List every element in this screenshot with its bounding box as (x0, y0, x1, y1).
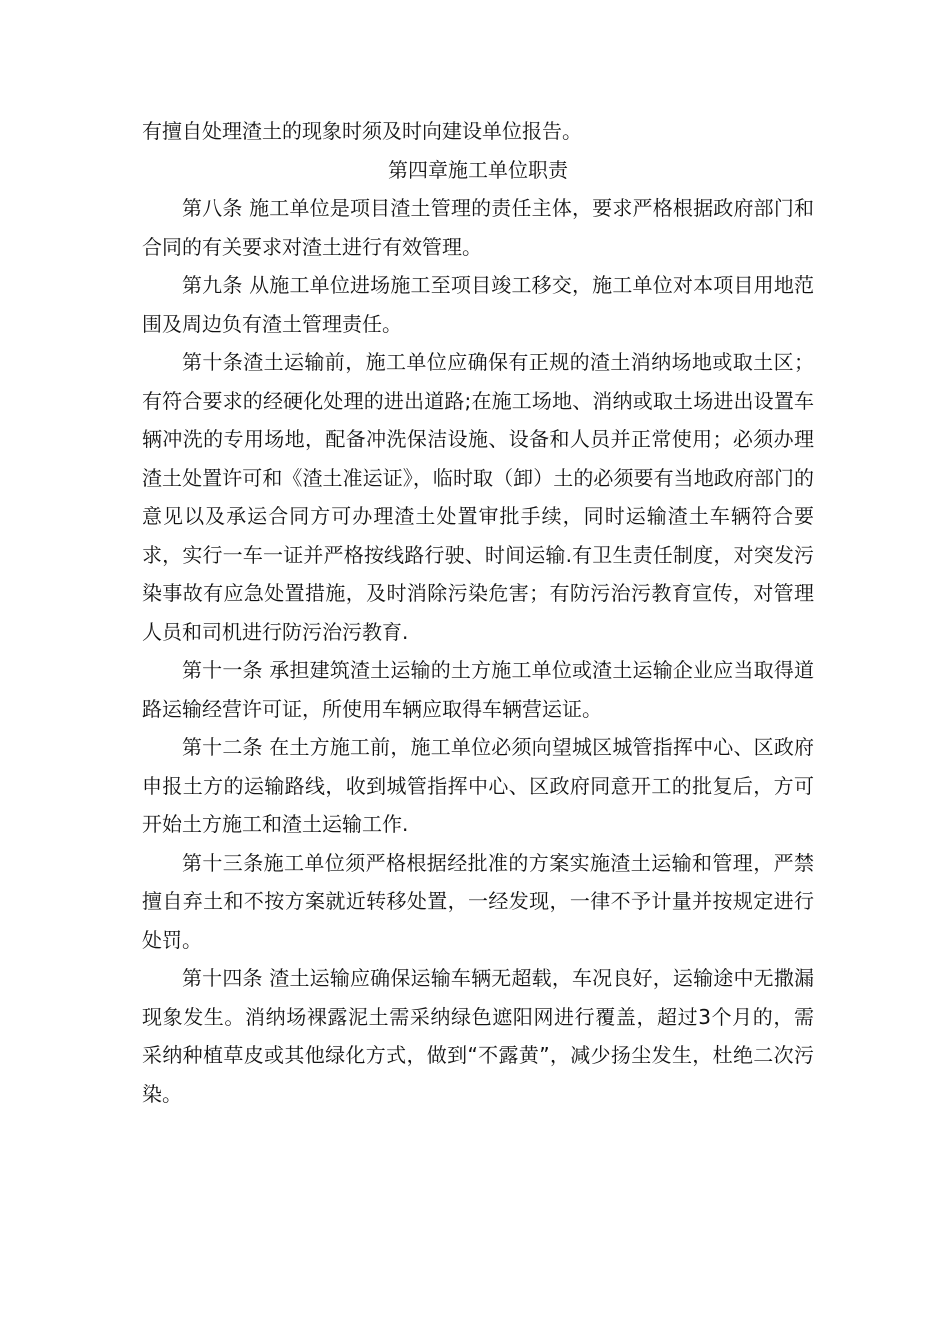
continuation-paragraph: 有擅自处理渣土的现象时须及时向建设单位报告。 (142, 119, 582, 143)
article-12: 第十二条 在土方施工前，施工单位必须向望城区城管指挥中心、区政府申报土方的运输路线，收到城管指挥中心、区政府同意开工的批复后，方可开始土方施工和渣土运输工作. (142, 735, 814, 836)
article-11: 第十一条 承担建筑渣土运输的土方施工单位或渣土运输企业应当取得道路运输经营许可证，所使用车辆应取得车辆营运证。 (142, 658, 814, 721)
article-14: 第十四条 渣土运输应确保运输车辆无超载，车况良好，运输途中无撒漏现象发生。消纳场裸露泥土需采纳绿色遮阳网进行覆盖，超过3个月的，需采纳种植草皮或其他绿化方式，做到“不露黄”，减少扬尘发生，杜绝二次污染。 (142, 966, 814, 1106)
document-page (142, 112, 814, 1113)
article-9: 第九条 从施工单位进场施工至项目竣工移交，施工单位对本项目用地范围及周边负有渣土管理责任。 (142, 273, 814, 336)
chapter-title: 第四章施工单位职责 (388, 157, 568, 182)
article-8: 第八条 施工单位是项目渣土管理的责任主体，要求严格根据政府部门和合同的有关要求对渣土进行有效管理。 (142, 196, 814, 259)
article-13: 第十三条施工单位须严格根据经批准的方案实施渣土运输和管理，严禁擅自弃土和不按方案就近转移处置，一经发现，一律不予计量并按规定进行处罚。 (142, 850, 814, 952)
article-10: 第十条渣土运输前，施工单位应确保有正规的渣土消纳场地或取土区；有符合要求的经硬化处理的进出道路;在施工场地、消纳或取土场进出设置车辆冲洗的专用场地，配备冲洗保洁设施、设备和人员并正常使用；必须办理渣土处置许可和《渣土准运证》，临时取（卸）土的必须要有当地政府部门的意见以及承运合同方可办理渣土处置审批手续，同时运输渣土车辆符合要求，实行一车一证并严格按线路行驶、时间运输.有卫生责任制度，对突发污染事故有应急处置措施，及时消除污染危害；有防污治污教育宣传，对管理人员和司机进行防污治污教育. (142, 350, 814, 644)
